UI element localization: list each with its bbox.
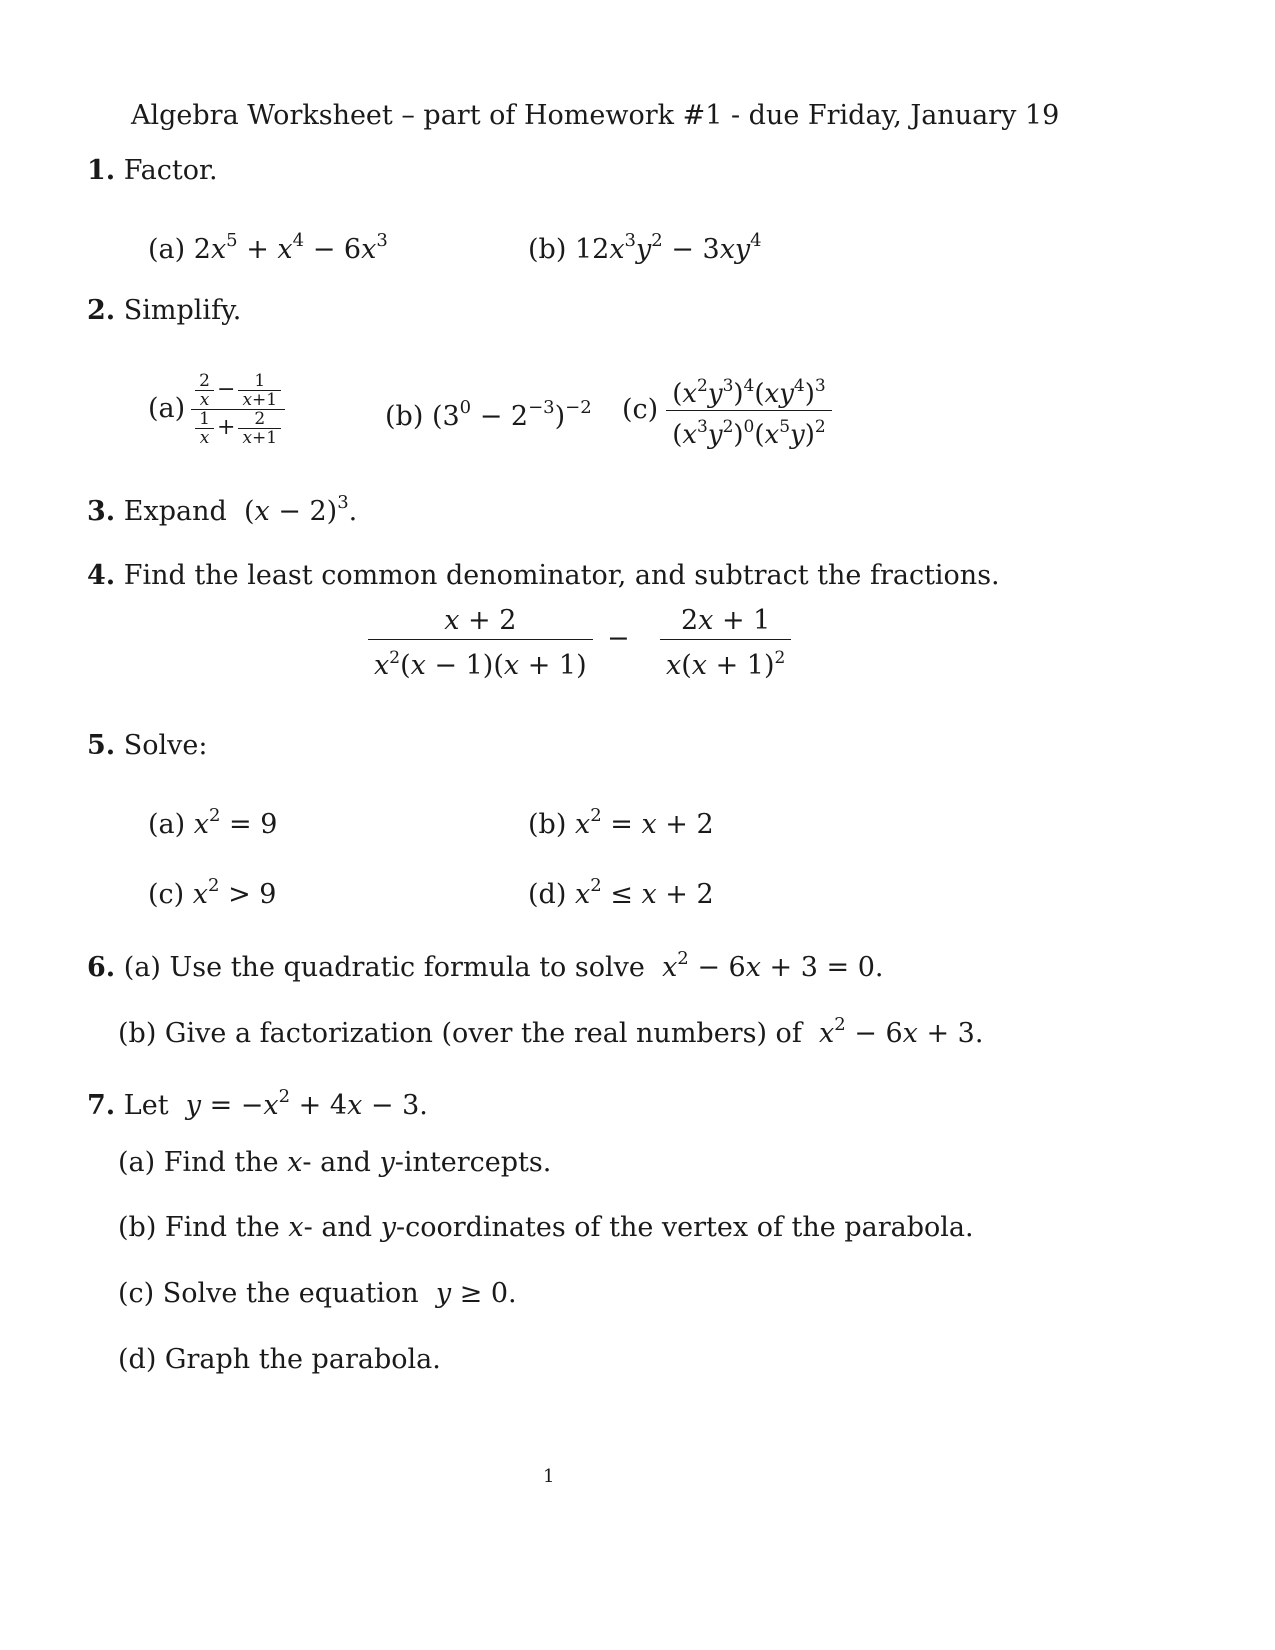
question-text: (b) Give a factorization (over the real numbers) of [118, 1018, 802, 1049]
q5d-inequality: (d) $x^2 \le x + 2$ [528, 875, 714, 910]
q1a-expression: (a) $2x^5 + x^4 - 6x^3$ [148, 230, 388, 265]
page-number: 1 [543, 1466, 555, 1487]
compound-fraction: $\frac{2}{x}$ − $\frac{1}{x+1}$ $\frac{1}{x}$ + $\frac{2}{x+1}$ [191, 372, 285, 447]
question-number: 4. [87, 560, 116, 591]
q2b-expression: (b) $(3^0 - 2^{-3})^{-2}$ [385, 397, 592, 432]
question-5-heading [87, 730, 208, 762]
fraction: $\frac{(x^2y^3)^4(xy^4)^3}{(x^3y^2)^0(x^5y)^2}$ [666, 370, 832, 451]
q5a-equation: (a) $x^2 = 9$ [148, 805, 278, 840]
question-number: 6. [87, 952, 116, 983]
question-number: 1. [87, 155, 116, 186]
question-7a: (a) Find the x- and y-intercepts. [118, 1147, 552, 1178]
page-title: Algebra Worksheet – part of Homework #1 - due Friday, January 19 [131, 100, 1060, 131]
question-7b: (b) Find the x- and y-coordinates of the vertex of the parabola. [118, 1212, 974, 1243]
question-2-heading [87, 295, 241, 327]
question-number: 5. [87, 730, 116, 761]
q4-fraction-left: $\frac{x + 2}{x^2(x - 1)(x + 1)}$ [368, 603, 593, 684]
question-text: Factor. [123, 155, 218, 186]
question-6b: (b) Give a factorization (over the real numbers) of $x^2 - 6x + 3$. [118, 1014, 984, 1049]
question-text: (a) Use the quadratic formula to solve [123, 952, 645, 983]
q2c-expression: (c) $\frac{(x^2y^3)^4(xy^4)^3}{(x^3y^2)^0(x^5y)^2}$ [622, 370, 832, 450]
question-text: Solve: [123, 730, 208, 761]
question-text: Simplify. [123, 295, 242, 326]
q4-fraction-right: $\frac{2x + 1}{x(x + 1)^2}$ [660, 603, 791, 684]
question-text: Find the least common denominator, and subtract the fractions. [123, 560, 1000, 591]
q2a-expression: (a) $\frac{2}{x}$ − $\frac{1}{x+1}$ $\frac{1}{x}$ + $\frac{2}{x+1}$ [148, 365, 285, 453]
q4-minus-sign: − [607, 623, 630, 654]
question-7-heading: 7. Let $y = -x^2 + 4x - 3$. [87, 1086, 428, 1121]
question-text: Expand [123, 496, 227, 527]
q5b-equation: (b) $x^2 = x + 2$ [528, 805, 714, 840]
question-number: 7. [87, 1090, 116, 1121]
question-3-heading: 3. Expand $(x - 2)^3$. [87, 492, 358, 527]
q5c-inequality: (c) $x^2 > 9$ [148, 875, 277, 910]
question-6a: 6. (a) Use the quadratic formula to solve $x^2 - 6x + 3 = 0$. [87, 948, 884, 983]
question-number: 3. [87, 496, 116, 527]
q1b-expression: (b) $12x^3y^2 - 3xy^4$ [528, 230, 762, 265]
question-1-heading [87, 155, 218, 187]
question-7c: (c) Solve the equation y ≥ 0. [118, 1278, 517, 1309]
question-4-heading [87, 560, 1000, 592]
question-7d: (d) Graph the parabola. [118, 1344, 441, 1375]
question-number: 2. [87, 295, 116, 326]
